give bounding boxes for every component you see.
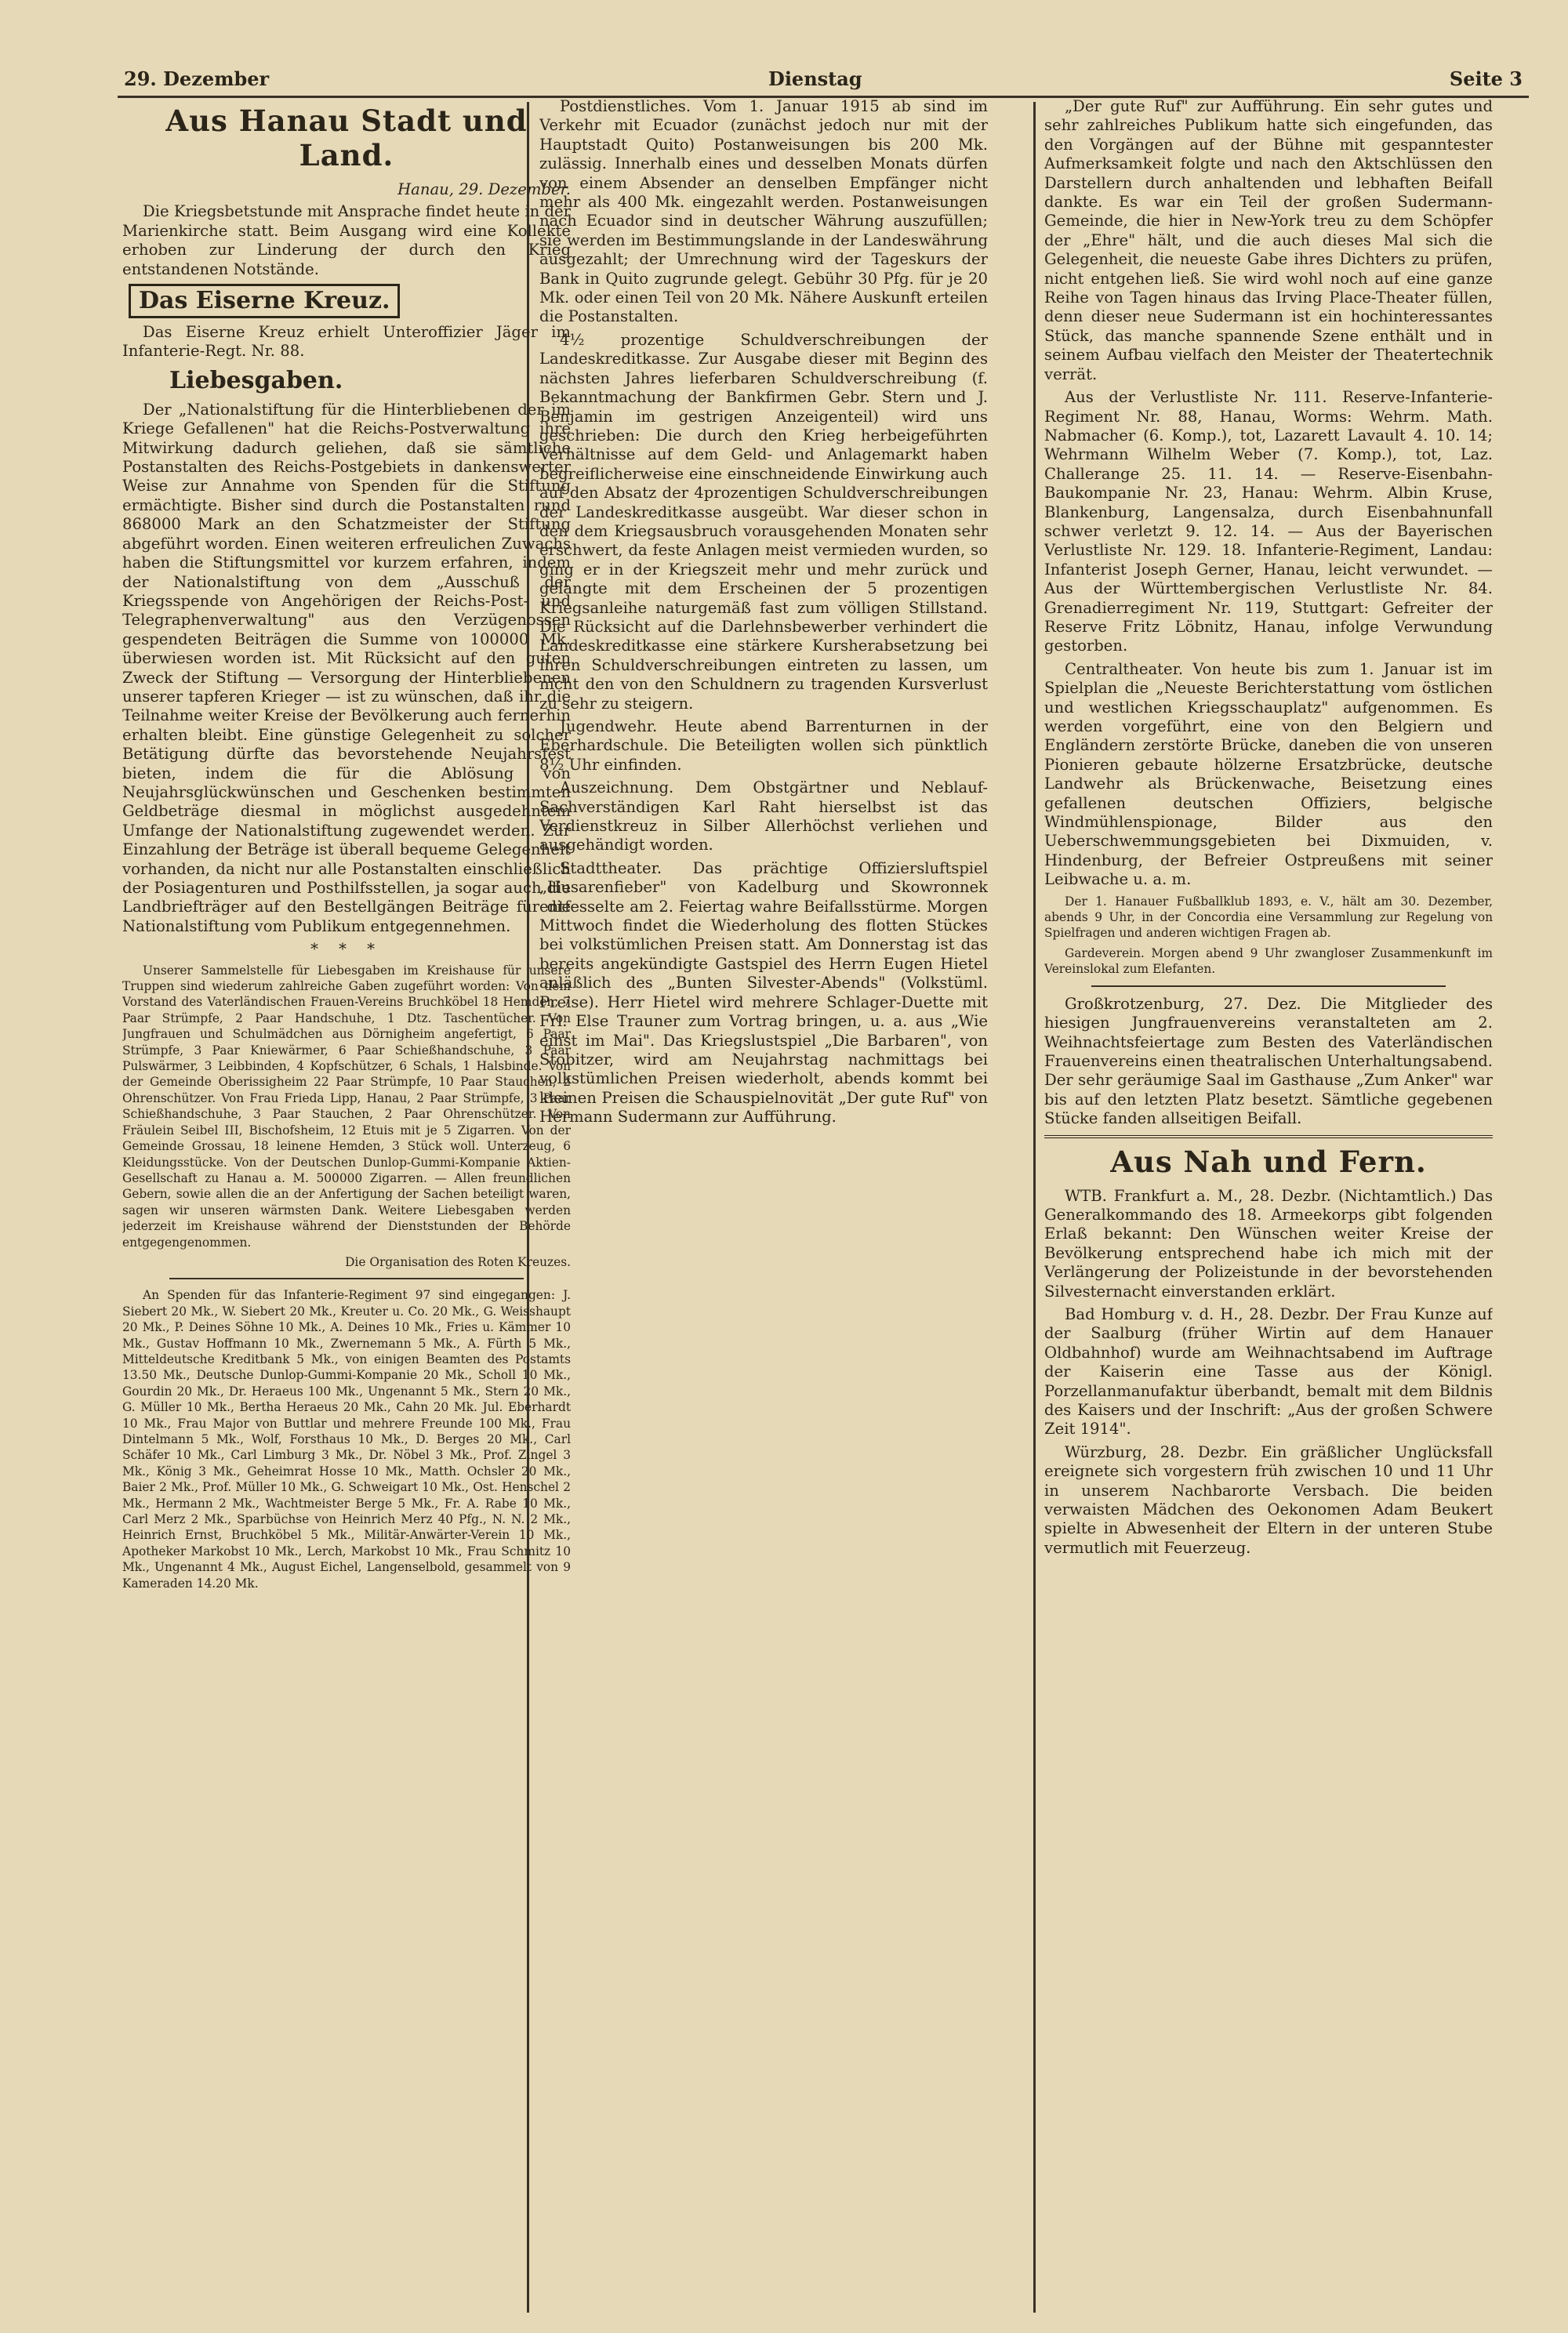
divider: [169, 1278, 524, 1279]
divider: [1044, 1135, 1493, 1138]
article-gardeverein: Gardeverein. Morgen abend 9 Uhr zwangloser Zusammenkunft im Vereinslokal zum Elefanten.: [1044, 945, 1493, 977]
article-postdienst: Postdienstliches. Vom 1. Januar 1915 ab sind im Verkehr mit Ecuador (zunächst jedoch nur mit der Hauptstadt Quito) Postanweisungen bis 200 Mk. zulässig. Innerhalb eines und desselben Monats dürfen von einem Absender an denselben Empfänger nicht mehr als 400 Mk. eingezahlt werden. Postanweisungen nach Ecuador sind in deutscher Währung auszufüllen; sie werden im Bestimmungslande in der Landeswährung ausgezahlt; der Umrechnung wird der Tageskurs der Bank in Quito zugrunde gelegt. Gebühr 30 Pfg. für je 20 Mk. oder einen Teil von 20 Mk. Nähere Auskunft erteilen die Postanstalten.: [539, 97, 988, 326]
column-rule: [1033, 102, 1036, 2313]
header-page-number: Seite 3: [1449, 67, 1523, 90]
article-liebesgaben: Der „Nationalstiftung für die Hinterbliebenen der im Kriege Gefallenen" hat die Reichs-Postverwaltung ihre Mitwirkung dadurch geliehen, daß sie sämtliche Postanstalten des Reichs-Postgebiets in dankenswerter Weise zur Annahme von Spenden für die Stiftung ermächtigte. Bisher sind durch die Postanstalten rund 868000 Mark an den Schatzmeister der Stiftung abgeführt worden. Einen weiteren erfreulichen Zuwachs haben die Stiftungsmittel vor kurzem erfahren, indem der Nationalstiftung von dem „Ausschuß der Kriegsspende von Angehörigen der Reichs-Post- und Telegraphenverwaltung" aus den Verzügenossen gespendeten Beiträgen die Summe von 100000 Mk. überwiesen worden ist. Mit Rücksicht auf den guten Zweck der Stiftung — Versorgung der Hinterbliebenen unserer tapferen Krieger — ist zu wünschen, daß ihr die Teilnahme weiter Kreise der Bevölkerung auch fernerhin erhalten bleibt. Eine günstige Gelegenheit zu solcher Betätigung dürfte das bevorstehende Neujahrsfest bieten, indem die für die Ablösung von Neujahrsglückwünschen und Geschenken bestimmten Geldbeträge diesmal in möglichst ausgedehntem Umfange der Nationalstiftung zugewendet werden. Zur Einzahlung der Beträge ist überall bequeme Gelegenheit vorhanden, da nicht nur alle Postanstalten einschließlich der Posiagenturen und Posthilfsstellen, ja sogar auch die Landbriefträger auf den Bestellgängen Beiträge für die Nationalstiftung vom Publikum entgegennehmen.: [122, 400, 571, 935]
article-schuldverschreibungen: 4½ prozentige Schuldverschreibungen der Landeskreditkasse. Zur Ausgabe dieser mit Beginn des nächsten Jahres lieferbaren Schuldverschreibung (f. Bekanntmachung der Bankfirmen Gebr. Stern und J. Benjamin im gestrigen Anzeigenteil) wird uns geschrieben: Die durch den Krieg herbeigeführten Verhältnisse auf dem Geld- und Anlagemarkt haben begreiflicherweise eine einschneidende Einwirkung auch auf den Absatz der 4prozentigen Schuldverschreibungen der Landeskreditkasse ausgeübt. War dieser schon in den dem Kriegsausbruch vorausgehenden Monaten sehr erschwert, da feste Anlagen meist vermieden wurden, so ging er in der Kriegszeit mehr und mehr zurück und gelangte mit dem Erscheinen der 5 prozentigen Kriegsanleihe naturgemäß fast zum völligen Stillstand. Die Rücksicht auf die Darlehnsbewerber verhindert die Landeskreditkasse eine stärkere Kursherabsetzung bei ihren Schuldverschreibungen eintreten zu lassen, um nicht den von den Schuldnern zu tragenden Kursverlust zu sehr zu steigern.: [539, 330, 988, 713]
article-verlustliste: Aus der Verlustliste Nr. 111. Reserve-Infanterie-Regiment Nr. 88, Hanau, Worms: Wehrm. Math. Nabmacher (6. Komp.), tot, Lazarett Lavault 4. 10. 14; Wehrmann Wilhelm Weber (7. Komp.), tot, Laz. Challerange 25. 11. 14. — Reserve-Eisenbahn-Baukompanie Nr. 23, Hanau: Wehrm. Albin Kruse, Blankenburg, Langensalza, durch Eisenbahnunfall schwer verletzt 9. 12. 14. — Aus der Bayerischen Verlustliste Nr. 129. 18. Infanterie-Regiment, Landau: Infanterist Joseph Gerner, Hanau, leicht verwundet. — Aus der Württembergischen Verlustliste Nr. 84. Grenadierregiment Nr. 119, Stuttgart: Gefreiter der Reserve Fritz Löbnitz, Hanau, infolge Verwundung gestorben.: [1044, 388, 1493, 655]
article-stadttheater: Stadttheater. Das prächtige Offiziersluftspiel „Husarenfieber" von Kadelburg und Skowronnek entfesselte am 2. Feiertag wahre Beifallsstürme. Morgen Mittwoch findet die Wiederholung des flotten Stückes bei volkstümlichen Preisen statt. Am Donnerstag ist das bereits angekündigte Gastspiel des Herrn Eugen Hietel anläßlich des „Bunten Silvester-Abends" (Volkstüml. Preise). Herr Hietel wird mehrere Schlager-Duette mit Frl. Else Trauner zum Vortrag bringen, u. a. aus „Wie einst im Mai". Das Kriegslustspiel „Die Barbaren", von Stobitzer, wird am Neujahrstag nachmittags bei volkstümlichen Preisen wiederholt, abends kommt bei kleinen Preisen die Schauspielnovität „Der gute Ruf" von Hermann Sudermann zur Aufführung.: [539, 858, 988, 1127]
header-date: 29. Dezember: [124, 67, 270, 90]
article-frankfurt: WTB. Frankfurt a. M., 28. Dezbr. (Nichtamtlich.) Das Generalkommando des 18. Armeekorps gibt folgenden Erlaß bekannt: Den Wünschen weiter Kreise der Bevölkerung entsprechend habe ich mich mit der Verlängerung der Polizeistunde in der bevorstehenden Silvesternacht einverstanden erklärt.: [1044, 1186, 1493, 1301]
column-2: [539, 97, 988, 2316]
article-grosskrotzenburg: Großkrotzenburg, 27. Dez. Die Mitglieder des hiesigen Jungfrauenvereins veranstalteten am 2. Weihnachtsfeiertage zum Besten des Vaterländischen Frauenvereins einen theatralischen Unterhaltungsabend. Der sehr geräumige Saal im Gasthause „Zum Anker" war bis auf den letzten Platz besetzt. Sämtliche gegebenen Stücke fanden allseitigen Beifall.: [1044, 994, 1493, 1128]
divider: [1091, 985, 1446, 987]
column-3: [1044, 97, 1493, 2316]
heading-liebesgaben: Liebesgaben.: [169, 366, 343, 394]
signature-rotes-kreuz: Die Organisation des Roten Kreuzes.: [345, 1254, 571, 1269]
section-title-hanau: Aus Hanau Stadt und Land.: [165, 103, 528, 172]
article-kriegsbetstunde: Die Kriegsbetstunde mit Ansprache findet heute in der Marienkirche statt. Beim Ausgang wird eine Kollekte erhoben zur Linderung der durch den Krieg entstandenen Notstände.: [122, 202, 571, 278]
header-day: Dienstag: [768, 67, 862, 90]
article-fussballklub: Der 1. Hanauer Fußballklub 1893, e. V., hält am 30. Dezember, abends 9 Uhr, in der Concordia eine Versammlung zur Regelung von Spielfragen und anderen wichtigen Fragen ab.: [1044, 894, 1493, 941]
article-jugendwehr: Jugendwehr. Heute abend Barrenturnen in der Eberhardschule. Die Beteiligten wollen sich pünktlich 8½ Uhr einfinden.: [539, 717, 988, 774]
dateline: Hanau, 29. Dezember.: [397, 180, 571, 198]
heading-eisernes-kreuz: Das Eiserne Kreuz.: [122, 284, 571, 318]
article-sammelstelle: Unserer Sammelstelle für Liebesgaben im Kreishause für unsere Truppen sind wiederum zahlreiche Gaben zugeführt worden: Von dem Vorstand des Vaterländischen Frauen-Vereins Bruchköbel 18 Hemden, 7 Paar Strümpfe, 2 Paar Handschuhe, 1 Dtz. Taschentücher. Von Jungfrauen und Schulmädchen aus Dörnigheim angefertigt, 6 Paar Strümpfe, 3 Paar Kniewärmer, 6 Paar Schießhandschuhe, 3 Paar Pulswärmer, 3 Leibbinden, 4 Kopfschützer, 6 Schals, 1 Halsbinde. Von der Gemeinde Oberissigheim 22 Paar Strümpfe, 10 Paar Stauchen, 2 Ohrenschützer. Von Frau Frieda Lipp, Hanau, 2 Paar Strümpfe, 3 Paar Schießhandschuhe, 3 Paar Stauchen, 2 Paar Ohrenschützer. Von Fräulein Seibel III, Bischofsheim, 12 Etuis mit je 5 Zigarren. Von der Gemeinde Grossau, 18 leinene Hemden, 3 Stück woll. Unterzeug, 6 Kleidungsstücke. Von der Deutschen Dunlop-Gummi-Kompanie Aktien-Gesellschaft zu Hanau a. M. 500000 Zigarren. — Allen freundlichen Gebern, sowie allen die an der Anfertigung der Sachen beteiligt waren, sagen wir unseren wärmsten Dank. Weitere Liebesgaben werden jederzeit im Kreishause während der Dienststunden der Behörde entgegengenommen.: [122, 963, 571, 1250]
article-wuerzburg: Würzburg, 28. Dezbr. Ein gräßlicher Unglücksfall ereignete sich vorgestern früh zwischen 10 und 11 Uhr in unserem Nachbarorte Versbach. Die beiden verwaisten Mädchen des Oekonomen Adam Beukert spielte in Abwesenheit der Eltern in der unteren Stube vermutlich mit Feuerzeug.: [1044, 1442, 1493, 1557]
running-head: [118, 64, 1529, 98]
separator: * * *: [310, 940, 383, 959]
article-spenden: An Spenden für das Infanterie-Regiment 97 sind eingegangen: J. Siebert 20 Mk., W. Siebert 20 Mk., Kreuter u. Co. 20 Mk., G. Weisshaupt 20 Mk., P. Deines Söhne 10 Mk., A. Deines 10 Mk., Fries u. Kämmer 10 Mk., Gustav Hoffmann 10 Mk., Zwernemann 5 Mk., A. Fürth 5 Mk., Mitteldeutsche Kreditbank 5 Mk., von einigen Beamten des Postamts 13.50 Mk., Deutsche Dunlop-Gummi-Kompanie 20 Mk., Scholl 10 Mk., Gourdin 20 Mk., Dr. Heraeus 100 Mk., Ungenannt 5 Mk., Stern 20 Mk., G. Müller 10 Mk., Bertha Heraeus 20 Mk., Cahn 20 Mk. Jul. Eberhardt 10 Mk., Frau Major von Buttlar und mehrere Freunde 100 Mk., Frau Dintelmann 5 Mk., Wolf, Forsthaus 10 Mk., D. Berges 20 Mk., Carl Schäfer 10 Mk., Carl Limburg 3 Mk., Dr. Nöbel 3 Mk., Prof. Zingel 3 Mk., König 3 Mk., Geheimrat Hosse 10 Mk., Matth. Ochsler 20 Mk., Baier 2 Mk., Prof. Müller 10 Mk., G. Schweigart 10 Mk., Ost. Henschel 2 Mk., Hermann 2 Mk., Wachtmeister Berge 5 Mk., Fr. A. Rabe 10 Mk., Carl Merz 2 Mk., Sparbüchse von Heinrich Merz 40 Pfg., N. N. 2 Mk., Heinrich Ernst, Bruchköbel 5 Mk., Militär-Anwärter-Verein 10 Mk., Apotheker Markobst 10 Mk., Lerch, Markobst 10 Mk., Frau Schmitz 10 Mk., Ungenannt 4 Mk., August Eichel, Langenselbold, gesammelt von 9 Kameraden 14.20 Mk.: [122, 1288, 571, 1591]
article-centraltheater: Centraltheater. Von heute bis zum 1. Januar ist im Spielplan die „Neueste Berichterstattung vom östlichen und westlichen Kriegsschauplatz" aufgenommen. Es werden vorgeführt, eine von den Belgiern und Engländern zerstörte Brücke, daneben die von unseren Pionieren gebaute hölzerne Ersatzbrücke, deutsche Landwehr als Brückenwache, Beisetzung eines gefallenen deutschen Offiziers, belgische Windmühlenspionage, Bilder aus den Ueberschwemmungsgebieten bei Dixmuiden, v. Hindenburg, der Befreier Ostpreußens mit seiner Leibwache u. a. m.: [1044, 659, 1493, 889]
article-guter-ruf: „Der gute Ruf" zur Aufführung. Ein sehr gutes und sehr zahlreiches Publikum hatte sich eingefunden, das den Vorgängen auf der Bühne mit gespanntester Aufmerksamkeit folgte und nach den Aktschlüssen den Darstellern durch anhaltenden und lebhaften Beifall dankte. Es war ein Teil der großen Sudermann-Gemeinde, die hier in New-York treu zu dem Schöpfer der „Ehre" hält, und die auch dieses Mal sich die Gelegenheit, die neueste Gabe ihres Dichters zu prüfen, nicht entgehen ließ. Sie wird wohl noch auf eine ganze Reihe von Tagen hinaus das Irving Place-Theater füllen, denn dieser neue Sudermann ist ein hochinteressantes Stück, das manche spannende Szene enthält und in seinem Aufbau vielfach den Meister der Theatertechnik verrät.: [1044, 97, 1493, 383]
article-auszeichnung: Auszeichnung. Dem Obstgärtner und Neblauf-Sachverständigen Karl Raht hierselbst ist das Verdienstkreuz in Silber Allerhöchst verliehen und ausgehändigt worden.: [539, 778, 988, 854]
column-1: [122, 97, 571, 2316]
article-eisernes-kreuz: Das Eiserne Kreuz erhielt Unteroffizier Jäger im Infanterie-Regt. Nr. 88.: [122, 323, 571, 361]
section-title-nah-fern: Aus Nah und Fern.: [1110, 1144, 1427, 1179]
article-homburg: Bad Homburg v. d. H., 28. Dezbr. Der Frau Kunze auf der Saalburg (früher Wirtin auf dem Hanauer Oldbahnhof) wurde am Weihnachtsabend im Auftrage der Kaiserin eine Tasse aus der Königl. Porzellanmanufaktur überbandt, bemalt mit dem Bildnis des Kaisers und der Inschrift: „Aus der großen Schwere Zeit 1914".: [1044, 1304, 1493, 1439]
